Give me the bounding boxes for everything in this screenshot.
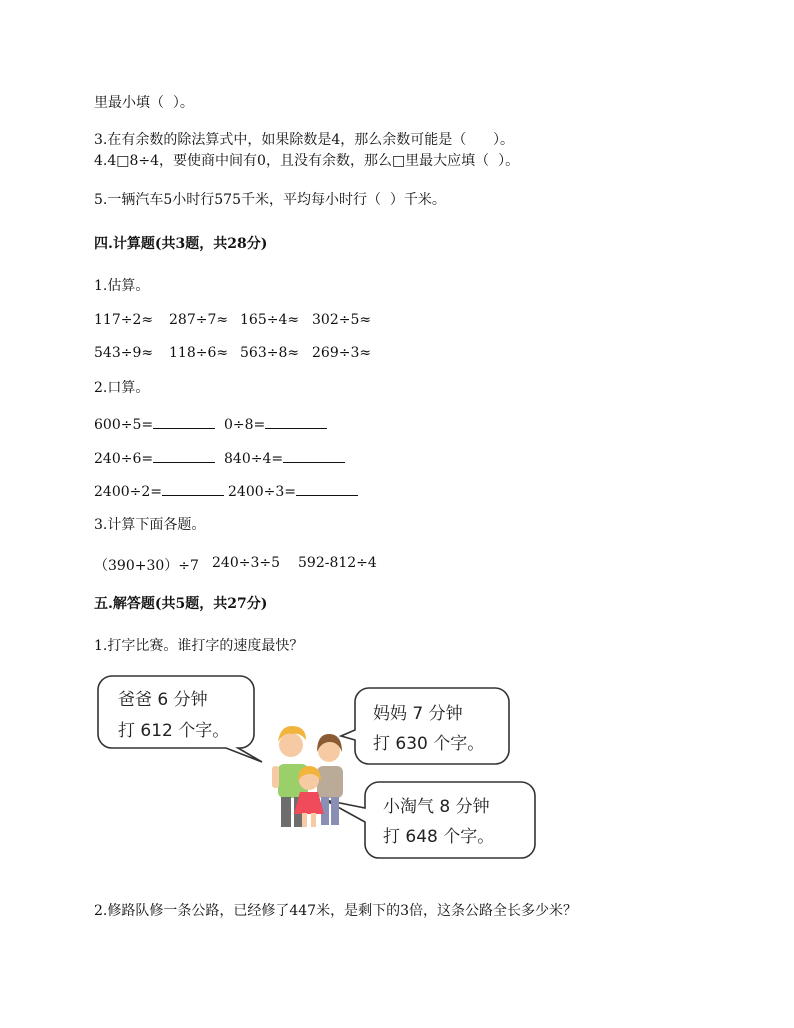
mental-math-expr: 0÷8= xyxy=(224,417,266,433)
estimate-item: 165÷4≈ xyxy=(240,312,300,328)
question-4: 4.4□8÷4，要使商中间有0，且没有余数，那么□里最大应填（ ）。 xyxy=(94,153,520,169)
calc-item: 240÷3÷5 xyxy=(212,555,280,571)
section-4-title: 四.计算题(共3题，共28分) xyxy=(94,236,268,252)
mom-speech-bubble xyxy=(341,688,509,764)
question-3: 3.在有余数的除法算式中，如果除数是4，那么余数可能是（ ）。 xyxy=(94,132,514,148)
mental-math-expr: 2400÷3= xyxy=(228,484,296,500)
dad-bubble-line-2: 打 612 个字。 xyxy=(118,721,230,741)
mental-math-expr: 2400÷2= xyxy=(94,484,162,500)
mom-bubble-line-1: 妈妈 7 分钟 xyxy=(373,704,463,724)
calc-item: （390+30）÷7 xyxy=(94,558,199,574)
calc-item: 592-812÷4 xyxy=(298,555,377,571)
estimate-item: 287÷7≈ xyxy=(169,312,229,328)
kid-bubble-line-1: 小淘气 8 分钟 xyxy=(383,797,490,817)
question-line-1: 里最小填（ ）。 xyxy=(94,95,194,111)
estimate-item: 117÷2≈ xyxy=(94,312,154,328)
kid-bubble-line-2: 打 648 个字。 xyxy=(383,827,495,847)
estimate-item: 543÷9≈ xyxy=(94,345,154,361)
estimate-item: 563÷8≈ xyxy=(240,345,300,361)
s4-q3-title: 3.计算下面各题。 xyxy=(94,517,206,533)
kid-speech-bubble xyxy=(325,782,535,858)
dad-speech-bubble xyxy=(98,676,262,762)
question-5: 5.一辆汽车5小时行575千米，平均每小时行（ ）千米。 xyxy=(94,192,446,208)
s5-q2-title: 2.修路队修一条公路，已经修了447米，是剩下的3倍，这条公路全长多少米？ xyxy=(94,903,577,919)
estimate-item: 302÷5≈ xyxy=(312,312,372,328)
s4-q1-title: 1.估算。 xyxy=(94,278,150,294)
mental-math-expr: 840÷4= xyxy=(224,451,284,467)
estimate-item: 269÷3≈ xyxy=(312,345,372,361)
estimate-item: 118÷6≈ xyxy=(169,345,229,361)
s5-q1-title: 1.打字比赛。谁打字的速度最快？ xyxy=(94,638,304,654)
dad-bubble-line-1: 爸爸 6 分钟 xyxy=(118,690,208,710)
mental-math-expr: 240÷6= xyxy=(94,451,154,467)
section-5-title: 五.解答题(共5题，共27分) xyxy=(94,596,268,612)
mental-math-expr: 600÷5= xyxy=(94,417,154,433)
s4-q2-title: 2.口算。 xyxy=(94,380,150,396)
mom-bubble-line-2: 打 630 个字。 xyxy=(373,734,485,754)
